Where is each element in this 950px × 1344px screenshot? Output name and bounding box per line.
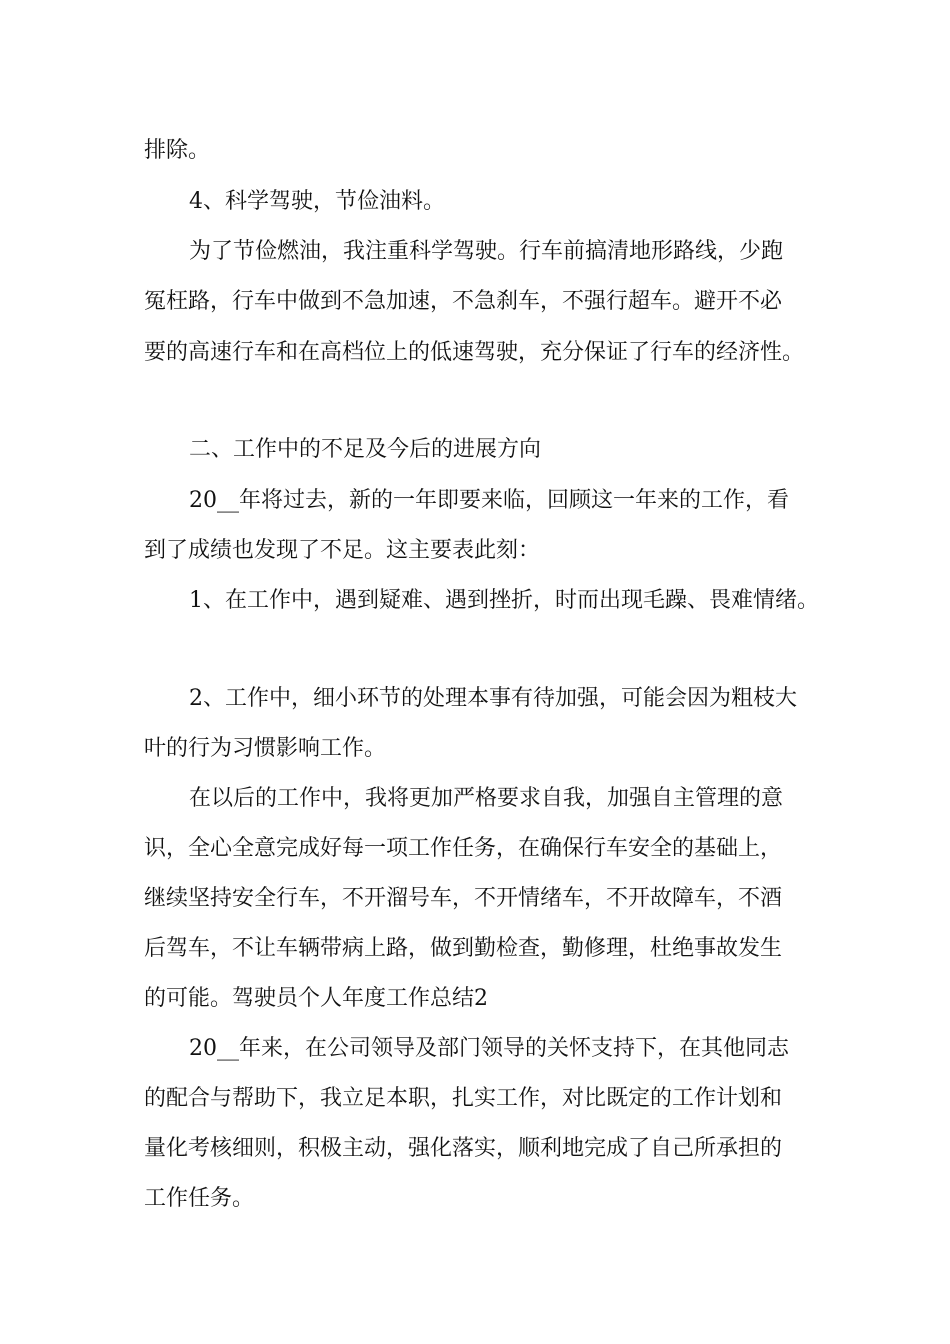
section-heading: 二、工作中的不足及今后的进展方向: [189, 437, 542, 462]
text-line: 冤枉路，行车中做到不急加速，不急刹车，不强行超车。避开不必: [144, 289, 783, 314]
text-line: 20__年来，在公司领导及部门领导的关怀支持下，在其他同志: [189, 1036, 789, 1061]
section-heading: 4、科学驾驶，节俭油料。: [189, 189, 445, 214]
text-line: 排除。: [144, 138, 211, 163]
text-line: 为了节俭燃油，我注重科学驾驶。行车前搞清地形路线，少跑: [189, 239, 784, 264]
text-line: 的配合与帮助下，我立足本职，扎实工作，对比既定的工作计划和: [144, 1086, 783, 1111]
text-line: 20__年将过去，新的一年即要来临，回顾这一年来的工作，看: [189, 488, 789, 513]
text-line: 的可能。驾驶员个人年度工作总结2: [144, 986, 488, 1011]
text-line: 叶的行为习惯影响工作。: [144, 736, 387, 761]
text-line: 量化考核细则，积极主动，强化落实，顺利地完成了自己所承担的: [144, 1136, 783, 1161]
text-line: 2、工作中，细小环节的处理本事有待加强，可能会因为粗枝大: [189, 686, 797, 711]
text-line: 在以后的工作中，我将更加严格要求自我，加强自主管理的意: [189, 786, 784, 811]
text-line: 继续坚持安全行车，不开溜号车，不开情绪车，不开故障车，不酒: [144, 886, 783, 911]
text-line: 要的高速行车和在高档位上的低速驾驶，充分保证了行车的经济性。: [144, 340, 805, 365]
text-line: 识，全心全意完成好每一项工作任务，在确保行车安全的基础上，: [144, 836, 783, 861]
text-line: 后驾车，不让车辆带病上路，做到勤检查，勤修理，杜绝事故发生: [144, 936, 783, 961]
text-line: 工作任务。: [144, 1186, 255, 1211]
text-line: 1、在工作中，遇到疑难、遇到挫折，时而出现毛躁、畏难情绪。: [189, 588, 819, 613]
text-line: 到了成绩也发现了不足。这主要表此刻：: [144, 538, 541, 563]
